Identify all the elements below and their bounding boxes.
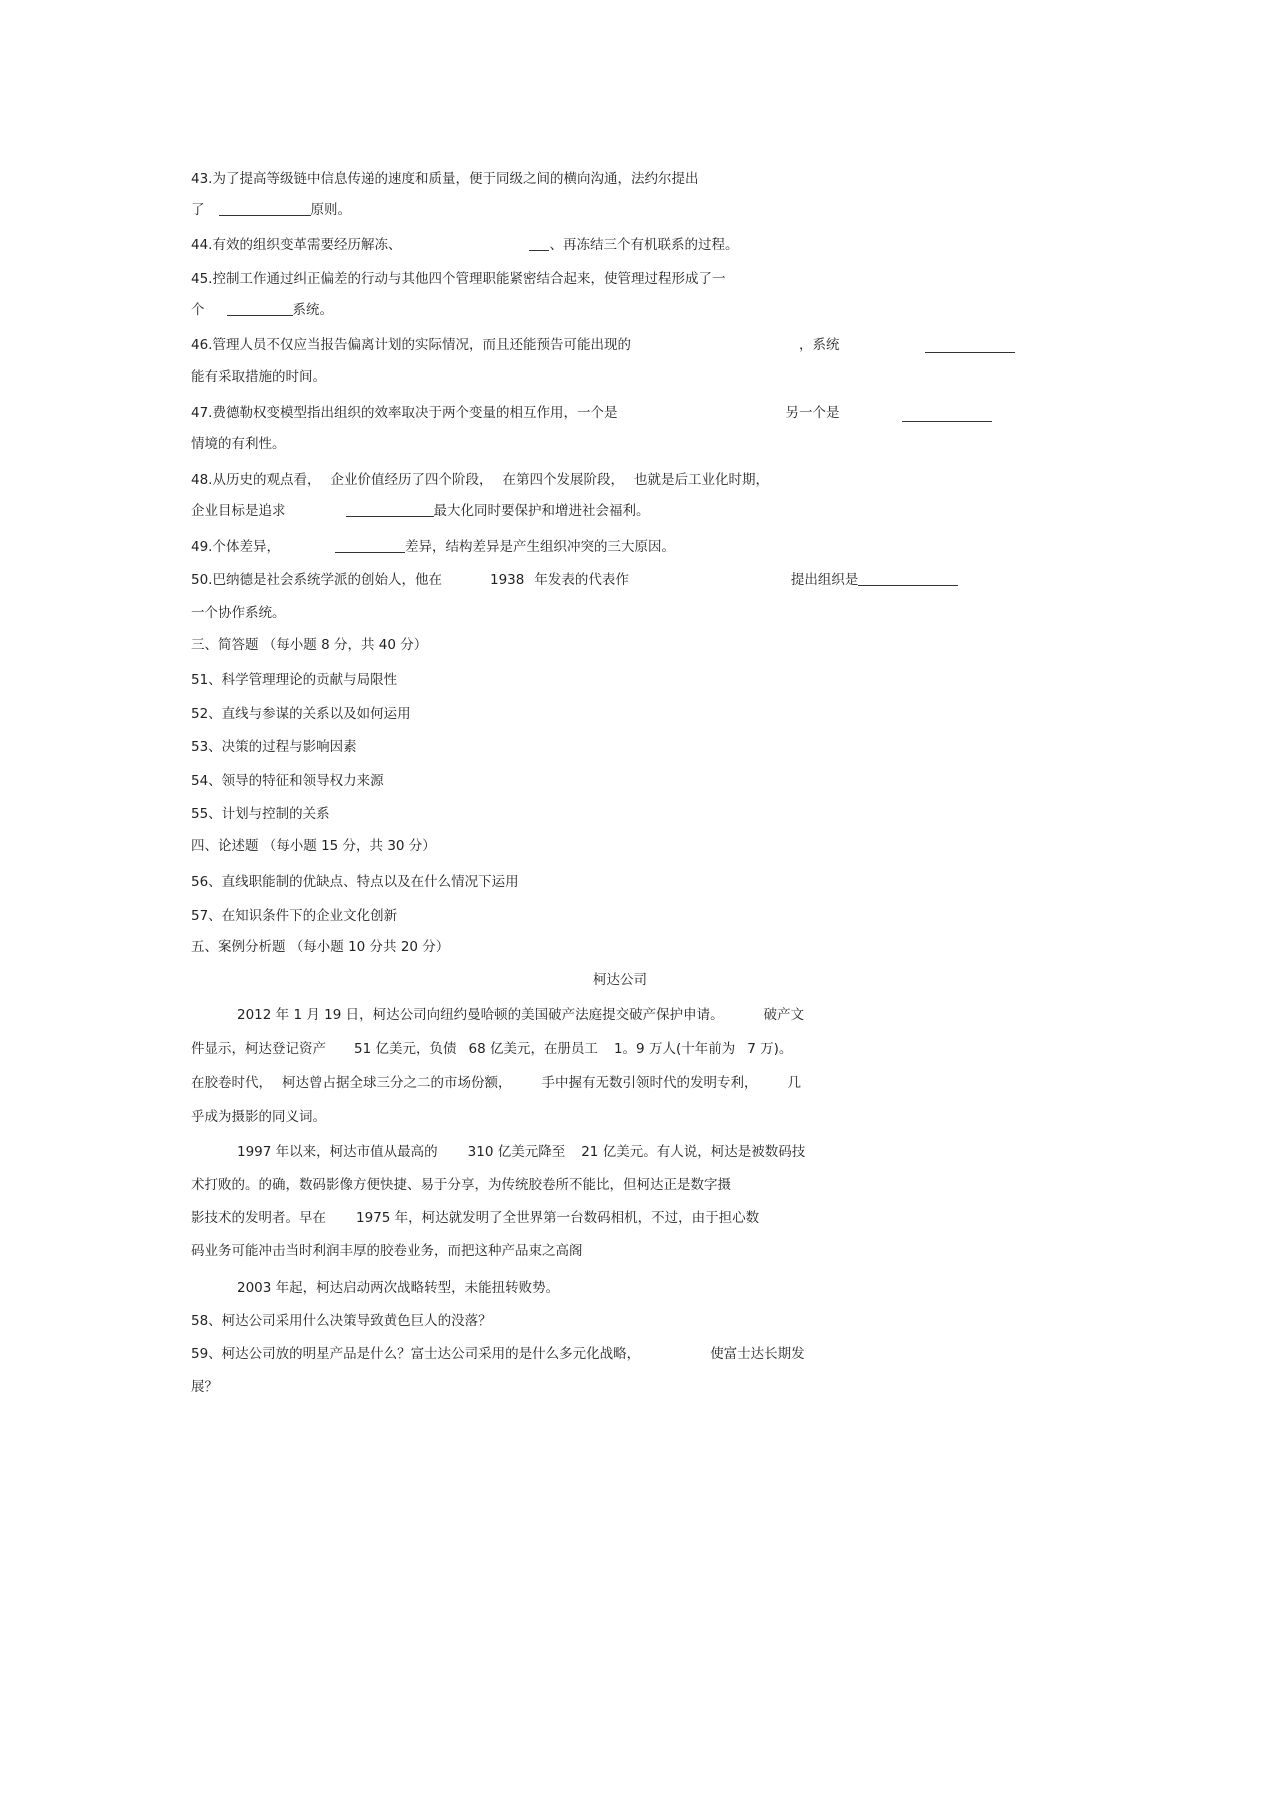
case-p1-l1b: 破产文 bbox=[763, 1007, 805, 1023]
q46-blank bbox=[925, 351, 1015, 353]
case-p2-l1b: 310 亿美元降至 bbox=[467, 1144, 566, 1160]
q44-blank bbox=[529, 236, 549, 251]
case-p1-line2 bbox=[191, 1040, 792, 1058]
case-p1-l3d: 几 bbox=[787, 1075, 801, 1091]
q50-line1 bbox=[191, 571, 958, 589]
q59-text-b: 使富士达长期发 bbox=[710, 1346, 805, 1362]
q45-blank bbox=[227, 301, 293, 316]
q58: 58、柯达公司采用什么决策导致黄色巨人的没落？ bbox=[191, 1313, 492, 1329]
q44-line bbox=[191, 236, 738, 254]
q45-text-b: 系统。 bbox=[292, 302, 333, 318]
q48-text-l2b: 最大化同时要保护和增进社会福利。 bbox=[433, 503, 650, 519]
case-p1-l3a: 在胶卷时代， bbox=[191, 1075, 272, 1091]
q46-text-b: ，系统 bbox=[798, 337, 840, 353]
q48-blank bbox=[346, 502, 434, 517]
section4-header: 四、论述题 （每小题 15 分，共 30 分） bbox=[191, 838, 436, 854]
case-p1-l2b: 51 亿美元，负债 bbox=[354, 1041, 457, 1057]
q47-text-b: 另一个是 bbox=[785, 405, 840, 421]
case-p2-l3a: 影技术的发明者。早在 bbox=[191, 1210, 326, 1226]
q51: 51、科学管理理论的贡献与局限性 bbox=[191, 672, 398, 688]
q46-line2: 能有采取措施的时间。 bbox=[191, 369, 326, 385]
case-p2-line4: 码业务可能冲击当时利润丰厚的胶卷业务，而把这种产品束之高阁 bbox=[191, 1243, 583, 1259]
case-p1-l2a: 件显示，柯达登记资产 bbox=[191, 1041, 326, 1057]
q47-line1 bbox=[191, 404, 839, 422]
q47-line2: 情境的有利性。 bbox=[191, 436, 286, 452]
q44-text-b: 、再冻结三个有机联系的过程。 bbox=[549, 237, 739, 253]
case-p1-l3b: 柯达曾占据全球三分之二的市场份额， bbox=[282, 1075, 512, 1091]
q52: 52、直线与参谋的关系以及如何运用 bbox=[191, 706, 411, 722]
case-title: 柯达公司 bbox=[593, 972, 647, 988]
case-p2-l1c: 21 亿美元。有人说，柯达是被数码技 bbox=[581, 1144, 806, 1160]
q43-line1: 43.为了提高等级链中信息传递的速度和质量，便于同级之间的横向沟通，法约尔提出 bbox=[191, 171, 699, 187]
q47-text-a: 47.费德勒权变模型指出组织的效率取决于两个变量的相互作用，一个是 bbox=[191, 405, 618, 421]
q48-text-b: 企业价值经历了四个阶段， bbox=[330, 472, 493, 488]
case-p2-line1 bbox=[237, 1143, 805, 1161]
q59-line2: 展？ bbox=[191, 1379, 218, 1395]
q45-text-a: 个 bbox=[191, 302, 205, 318]
q48-text-a: 48.从历史的观点看， bbox=[191, 472, 321, 488]
case-p1-l3c: 手中握有无数引领时代的发明专利， bbox=[541, 1075, 758, 1091]
q54: 54、领导的特征和领导权力来源 bbox=[191, 773, 384, 789]
case-p1-line3 bbox=[191, 1074, 801, 1092]
q59-text-a: 59、柯达公司放的明星产品是什么？富士达公司采用的是什么多元化战略， bbox=[191, 1346, 641, 1362]
q48-line1 bbox=[191, 471, 769, 489]
q50-text-d: 提出组织是 bbox=[790, 572, 859, 588]
q47-blank bbox=[902, 420, 992, 422]
q44-text-a: 44.有效的组织变革需要经历解冻、 bbox=[191, 237, 402, 253]
case-p2-l3b: 1975 年，柯达就发明了全世界第一台数码相机，不过，由于担心数 bbox=[356, 1210, 760, 1226]
case-p2-line2: 术打败的。的确，数码影像方便快捷、易于分享，为传统胶卷所不能比，但柯达正是数字摄 bbox=[191, 1177, 731, 1193]
q56: 56、直线职能制的优缺点、特点以及在什么情况下运用 bbox=[191, 874, 519, 890]
q48-text-c: 在第四个发展阶段， bbox=[502, 472, 624, 488]
q53: 53、决策的过程与影响因素 bbox=[191, 739, 357, 755]
q50-text-a: 50.巴纳德是社会系统学派的创始人，他在 bbox=[191, 572, 442, 588]
case-p3: 2003 年起，柯达启动两次战略转型，未能扭转败势。 bbox=[237, 1280, 560, 1296]
q59-line1 bbox=[191, 1345, 805, 1363]
q46-line1 bbox=[191, 336, 839, 354]
q43-text-a: 了 bbox=[191, 202, 205, 218]
q45-line1: 45.控制工作通过纠正偏差的行动与其他四个管理职能紧密结合起来，使管理过程形成了一 bbox=[191, 271, 726, 287]
q50-blank bbox=[858, 571, 958, 586]
case-p1-line4: 乎成为摄影的同义词。 bbox=[191, 1109, 326, 1125]
q43-text-b: 原则。 bbox=[310, 202, 351, 218]
case-p2-l1a: 1997 年以来，柯达市值从最高的 bbox=[237, 1144, 438, 1160]
section5-header: 五、案例分析题 （每小题 10 分共 20 分） bbox=[191, 939, 450, 955]
case-p1-l2c: 68 亿美元，在册员工 bbox=[468, 1041, 598, 1057]
q43-line2 bbox=[191, 201, 351, 219]
case-p1-l2e: 7 万)。 bbox=[747, 1041, 793, 1057]
q50-line2: 一个协作系统。 bbox=[191, 605, 286, 621]
q50-text-b: 1938 bbox=[489, 572, 525, 588]
q48-line2 bbox=[191, 502, 650, 520]
q49-text-a: 49.个体差异， bbox=[191, 539, 280, 555]
q45-line2 bbox=[191, 301, 333, 319]
q48-text-l2a: 企业目标是追求 bbox=[191, 503, 286, 519]
q50-text-c: 年发表的代表作 bbox=[534, 572, 629, 588]
q43-blank bbox=[219, 201, 311, 216]
q49-blank bbox=[335, 538, 405, 553]
section3-header: 三、简答题 （每小题 8 分，共 40 分） bbox=[191, 637, 428, 653]
case-p1-line1 bbox=[237, 1006, 804, 1024]
q49-line bbox=[191, 538, 675, 556]
q46-text-a: 46.管理人员不仅应当报告偏离计划的实际情况，而且还能预告可能出现的 bbox=[191, 337, 631, 353]
q55: 55、计划与控制的关系 bbox=[191, 806, 330, 822]
q57: 57、在知识条件下的企业文化创新 bbox=[191, 908, 398, 924]
case-p1-l2d: 1。9 万人(十年前为 bbox=[613, 1041, 736, 1057]
q49-text-b: 差异，结构差异是产生组织冲突的三大原因。 bbox=[404, 539, 675, 555]
q48-text-d: 也就是后工业化时期， bbox=[633, 472, 769, 488]
case-p2-line3 bbox=[191, 1209, 759, 1227]
case-p1-l1a: 2012 年 1 月 19 日，柯达公司向纽约曼哈顿的美国破产法庭提交破产保护申请。 bbox=[237, 1007, 724, 1023]
